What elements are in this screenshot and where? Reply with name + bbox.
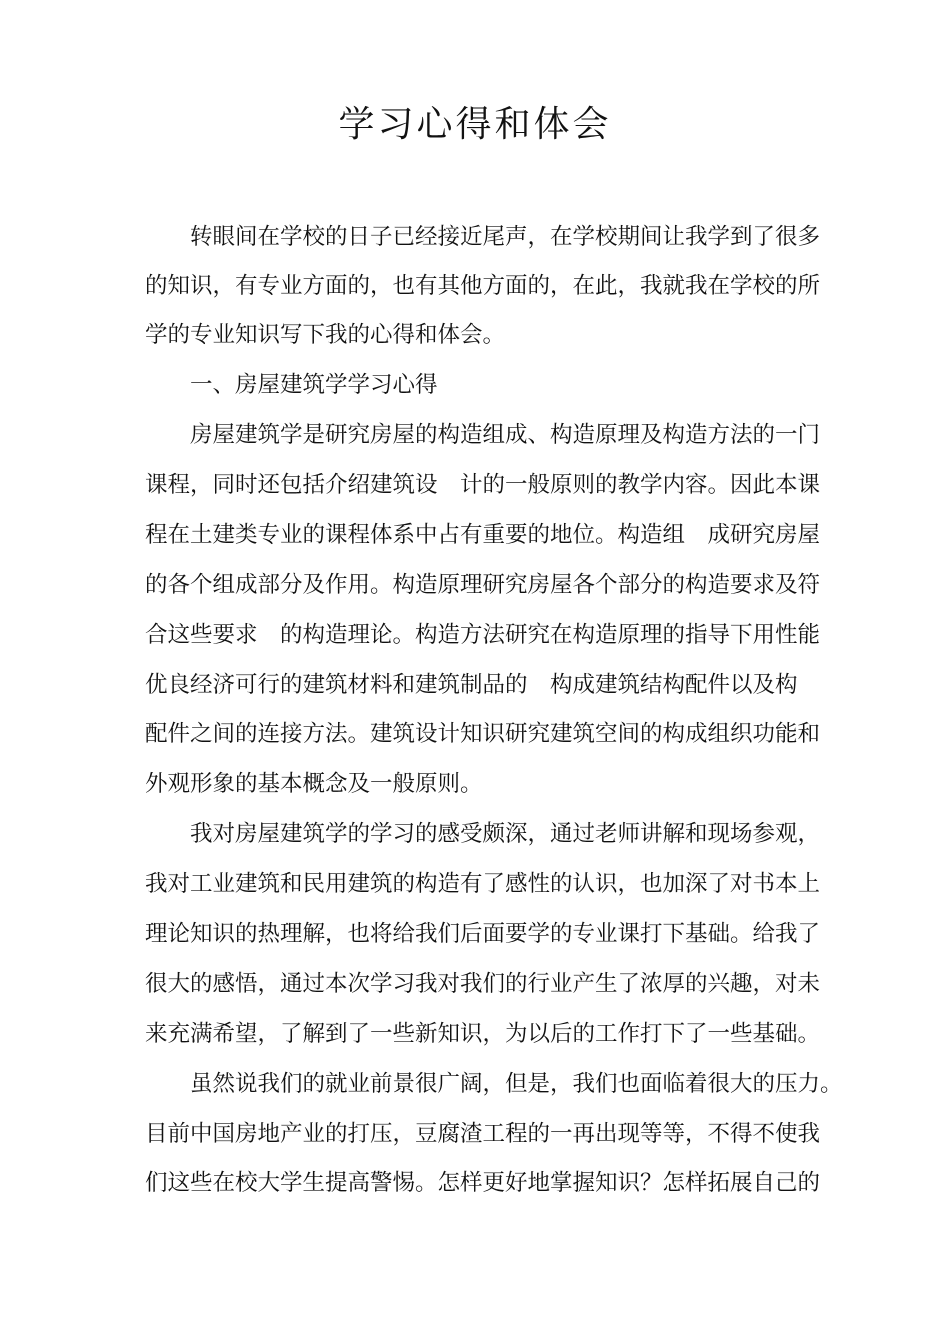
paragraph-line: 的知识，有专业方面的，也有其他方面的，在此，我就我在学校的所 bbox=[145, 273, 821, 299]
paragraph-line: 我对房屋建筑学的学习的感受颇深，通过老师讲解和现场参观， bbox=[190, 821, 821, 847]
paragraph-line: 来充满希望，了解到了一些新知识，为以后的工作打下了一些基础。 bbox=[145, 1021, 821, 1047]
document-title: 学习心得和体会 bbox=[338, 104, 612, 145]
paragraph-line: 的各个组成部分及作用。构造原理研究房屋各个部分的构造要求及符 bbox=[145, 572, 821, 598]
paragraph-line: 课程，同时还包括介绍建筑设 计的一般原则的教学内容。因此本课 bbox=[145, 472, 821, 498]
paragraph-line: 理论知识的热理解，也将给我们后面要学的专业课打下基础。给我了 bbox=[145, 921, 821, 947]
paragraph-line: 学的专业知识写下我的心得和体会。 bbox=[145, 322, 506, 348]
paragraph-line: 优良经济可行的建筑材料和建筑制品的 构成建筑结构配件以及构 bbox=[145, 672, 798, 698]
paragraph-line: 合这些要求 的构造理论。构造方法研究在构造原理的指导下用性能 bbox=[145, 622, 821, 648]
paragraph-line: 目前中国房地产业的打压，豆腐渣工程的一再出现等等，不得不使我 bbox=[145, 1121, 821, 1147]
paragraph-line: 们这些在校大学生提高警惕。怎样更好地掌握知识？怎样拓展自己的 bbox=[145, 1170, 821, 1196]
paragraph-line: 虽然说我们的就业前景很广阔，但是，我们也面临着很大的压力。 bbox=[190, 1071, 843, 1097]
paragraph-line: 配件之间的连接方法。建筑设计知识研究建筑空间的构成组织功能和 bbox=[145, 721, 821, 747]
paragraph-line: 我对工业建筑和民用建筑的构造有了感性的认识，也加深了对书本上 bbox=[145, 871, 821, 897]
section-heading: 一、房屋建筑学学习心得 bbox=[190, 372, 438, 398]
paragraph-line: 外观形象的基本概念及一般原则。 bbox=[145, 771, 483, 797]
paragraph-line: 很大的感悟，通过本次学习我对我们的行业产生了浓厚的兴趣，对未 bbox=[145, 971, 821, 997]
paragraph-line: 程在土建类专业的课程体系中占有重要的地位。构造组 成研究房屋 bbox=[145, 522, 821, 548]
paragraph-line: 转眼间在学校的日子已经接近尾声，在学校期间让我学到了很多 bbox=[190, 224, 821, 250]
paragraph-line: 房屋建筑学是研究房屋的构造组成、构造原理及构造方法的一门 bbox=[190, 422, 821, 448]
